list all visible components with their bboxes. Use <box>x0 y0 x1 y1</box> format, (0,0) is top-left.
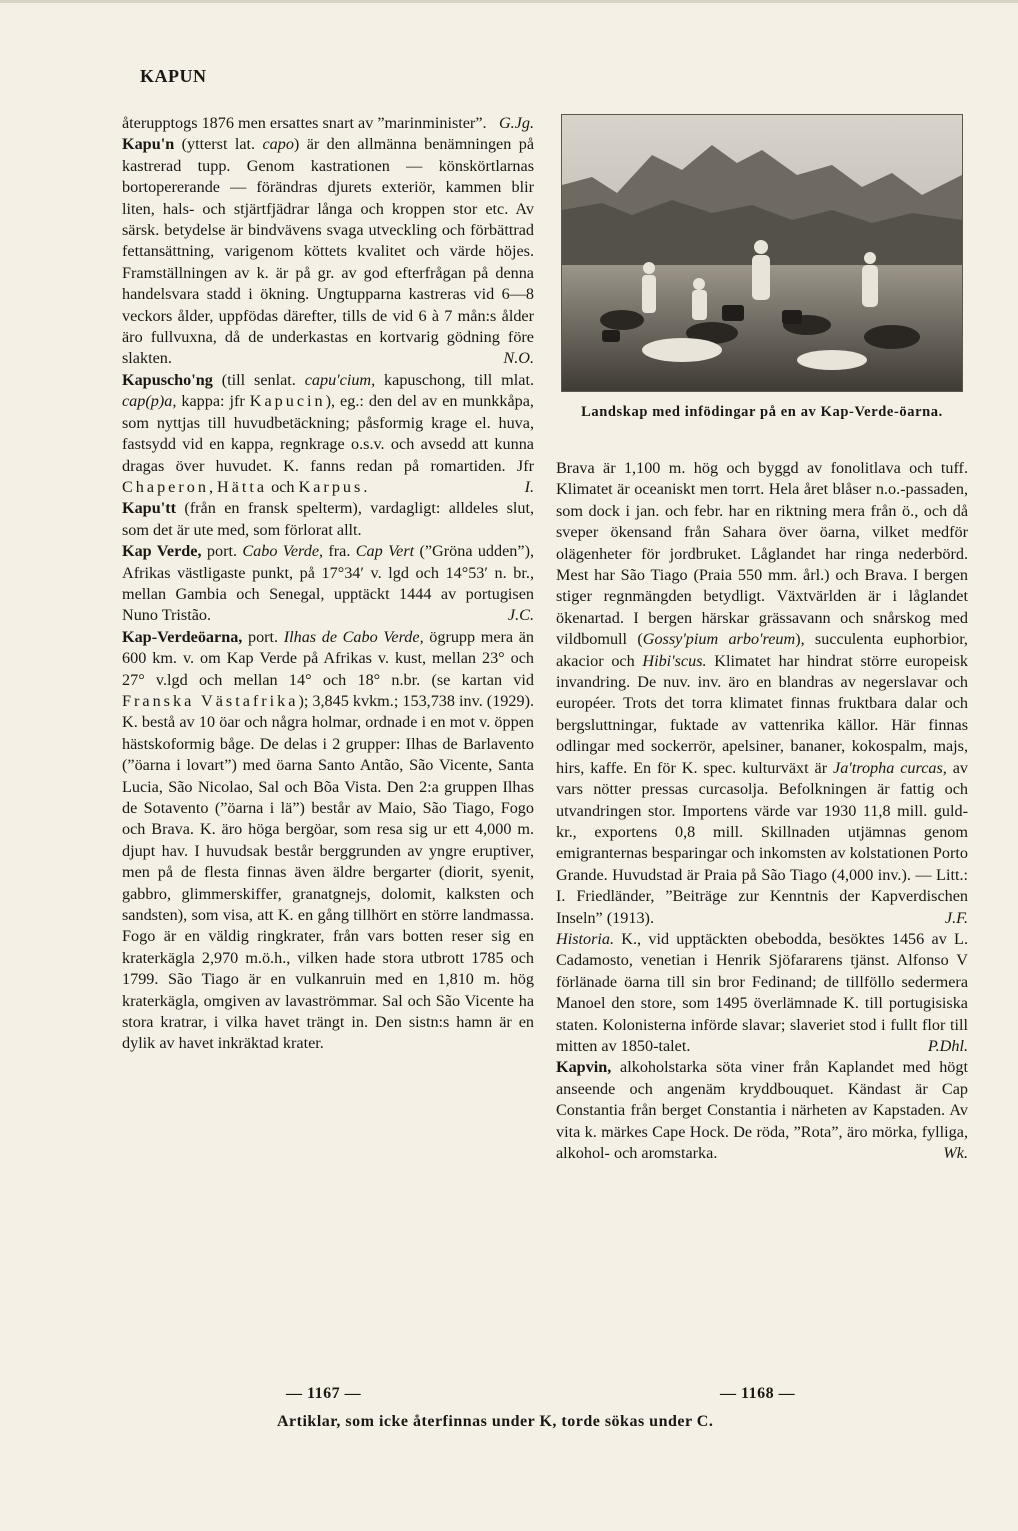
entry-italic: Cap Vert <box>355 542 415 561</box>
entry-headword: Kapuscho'ng <box>122 370 213 389</box>
entry-headword: Kap Verde, <box>122 542 202 561</box>
entry-kapuschong <box>122 370 534 498</box>
entry-text: återupptogs 1876 men ersattes snart av ”marinminister”. <box>122 114 487 132</box>
entry-text: K., vid upptäckten obebodda, besöktes 1456 av L. Cadamosto, venetian i Henrik Sjöfararens tjänst. Alfonso V förlänade öarna till sin bror Fedinand; de tillföllo sedermera Manoel den store, som 1495 överlämnade K. till portugisiska staten. Kolonisterna införde slavar; slaveriet stod i fullt flor till mitten av 1850-talet. <box>556 929 968 1055</box>
entry-text: av vars nötter pressas curcasolja. Befolkningen är fattig och utvandringen stor. Importens värde var 1930 11,8 mill. guld-kr., exportens 0,8 mill. Skillnaden utjämnas genom emigranternas besparingar och inkomsten av kolstationen Porto Grande. Huvudstad är Praia på São Tiago (4,000 inv.). — Litt.: I. Friedländer, ”Beiträge zur Kenntnis der Kapverdischen Inseln” (1913). <box>556 758 969 927</box>
entry-headword: Kapu'tt <box>122 499 176 518</box>
entry-italic: capo <box>262 135 294 154</box>
entry-text: ), succulenta euphorbior, akacior och <box>556 630 968 670</box>
page-top-edge <box>0 0 1018 3</box>
author-signature: J.F. <box>944 908 968 927</box>
entry-text: ) är den allmänna benämningen på kastrerad tupp. Genom kastrationen — könskörtlarnas bortopererande — förändras djurets exteriör, kammen blir liten, hals- och stjärtfjädrar långa och kroppen stor etc. Av särsk. betydelse är bindvävens svaga utveckling och förbättrad fettansättning, varigenom köttets kvalitet och värde höjes. Framställningen av k. är på gr. av god efterfrågan på denna handelsvara stadd i ökning. Ungtupparna kastreras vid 6—8 veckors ålder, uppfödas därefter, tills de vid 6 à 7 mån:s ålder äro fullvuxna, då de underkastas en kortvarig gödning före slakten. <box>122 135 535 368</box>
cross-reference: Kapucin <box>249 392 326 411</box>
landscape-photo <box>561 114 963 392</box>
cross-reference: Karpus <box>298 477 364 496</box>
author-signature: I. <box>524 477 534 496</box>
entry-text: kappa: jfr <box>176 392 250 411</box>
entry-text: kapuschong, till mlat. <box>375 370 534 389</box>
entry-italic: Cabo Verde, <box>242 542 324 561</box>
left-column <box>122 113 534 1055</box>
entry-italic: Hibi'scus. <box>642 651 707 670</box>
entry-kapun-end <box>122 113 534 134</box>
entry-kaputt <box>122 498 534 541</box>
entry-text: Klimatet har hindrat större europeisk invandring. De nuv. inv. äro en blandras av negerslavar och européer. Trots det torra klimatet finnas fruktbara dalar och bergsluttningar, fuktade av vattenrika källor. Här finnas odlingar med sockerrör, apelsiner, bananer, kokospalm, majs, hirs, kaffe. En för K. spec. kulturväxt är <box>556 651 968 777</box>
entry-text: ); 3,845 kvkm.; 153,738 inv. (1929). K. bestå av 10 öar och några holmar, ordnade i en mot v. öppen hästskoformig båge. De delas i 2 grupper: Ilhas de Barlavento (”öarna i lovart”) med öarna Santo Antão, São Vicente, Santa Lucia, São Nicolao, Sal och Bõa Vista. Den 2:a gruppen Ilhas de Sotavento (”öarna i lä”) består av Maio, São Tiago, Fogo och Brava. K. äro höga bergöar, som resa sig ur ett 4,000 m. djupt hav. I huvudsak består berggrunden av yngre eruptiver, men på de flesta finnas även äldre bergarter (diorit, syenit, gabbro, glimmerskiffer, granatgnejs, dolomit, kalksten och sandsten), som visa, att K. en gång tillhört en större landmassa. Fogo är en väldig ringkrater, från vars botten reser sig en kraterkägla 2,970 m.ö.h., vilken hade stora utbrott 1785 och 1799. São Tiago är en vulkanruin med en 1,810 m. hög kraterkägla, omgiven av lavaströmmar. Sal och São Vicente ha stora kratrar, i vilka havet trängt in. Den sistn:s hamn är en dylik av havet inkräktad krater. <box>122 691 535 1053</box>
footer-note: Artiklar, som icke återfinnas under K, torde sökas under C. <box>277 1413 714 1430</box>
entry-text: Brava är 1,100 m. hög och byggd av fonolitlava och tuff. Klimatet är oceaniskt men torrt. Hela året blåser n.o.-passaden, som dock i jan. och febr. har en riktning mera från ö., och då sveper ökensand från Sahara över öarna, vilket medför olägenheter för jordbruket. Låglandet har ringa nederbörd. Mest har São Tiago (Praia 550 mm. årl.) och Brava. I bergen stiger regnmängden betydligt. Växtvärlden är i låglandet ökenartad. I bergen härskar grässavann och snårskog med vildbomull ( <box>556 459 968 649</box>
entry-italic: Ja'tropha curcas, <box>833 758 947 777</box>
entry-headword: Kapvin, <box>556 1058 612 1077</box>
photo-caption: Landskap med infödingar på en av Kap-Verde-öarna. <box>581 404 943 420</box>
entry-kap-verdeoarna-cont <box>556 458 968 929</box>
entry-kapun <box>122 134 534 369</box>
section-heading: Historia. <box>556 929 615 948</box>
photo-illustration <box>562 115 962 391</box>
entry-text: (till senlat. <box>212 370 305 389</box>
entry-text: och <box>267 477 299 496</box>
cross-reference: Chaperon <box>122 477 209 496</box>
entry-text: fra. <box>323 542 356 561</box>
entry-headword: Kap-Verdeöarna, <box>122 627 243 646</box>
entry-kap-verdeoarna <box>122 627 534 1055</box>
cross-reference: Franska Västafrika <box>122 691 299 710</box>
entry-text: (från en fransk spelterm), vardagligt: alldeles slut, som det är ute med, som förlorat allt. <box>122 499 534 539</box>
entry-italic: cap(p)a, <box>122 392 177 411</box>
entry-headword: Kapu'n <box>122 135 175 154</box>
entry-text: . <box>363 477 368 496</box>
running-title: KAPUN <box>140 66 207 86</box>
entry-text: (”Gröna udden”), Afrikas västligaste punkt, på 17°34′ v. lgd och 14°53′ n. br., mellan Gambia och Senegal, upptäckt 1444 av portugisen Nuno Tristão. <box>122 542 535 625</box>
right-column <box>556 458 968 1164</box>
entry-text: ögrupp mera än 600 km. v. om Kap Verde på Afrikas v. kust, mellan 23° och 27° v.lgd och mellan 14° och 18° n.br. (se kartan vid <box>122 627 534 689</box>
entry-text: port. <box>201 542 243 561</box>
page-number-right: — 1168 — <box>720 1385 796 1402</box>
entry-text: port. <box>242 627 284 646</box>
entry-kap-verde <box>122 541 534 627</box>
cross-reference: Hätta <box>217 477 268 496</box>
entry-historia <box>556 929 968 1057</box>
entry-kapvin <box>556 1057 968 1164</box>
author-signature: N.O. <box>503 349 534 368</box>
author-signature: P.Dhl. <box>927 1036 968 1055</box>
author-signature: G.Jg. <box>498 114 534 132</box>
entry-italic: Gossy'pium arbo'reum <box>642 630 796 649</box>
page-number-left: — 1167 — <box>286 1385 362 1402</box>
author-signature: J.C. <box>507 606 534 625</box>
entry-italic: Ilhas de Cabo Verde, <box>283 627 424 646</box>
entry-text: alkoholstarka söta viner från Kaplandet med högt anseende och angenäm kryddbouquet. Kändast är Cap Constantia från berget Constantia i närheten av Kapstaden. Av vita k. märkes Cape Hock. De röda, ”Rota”, äro mörka, fylliga, alkohol- och aromstarka. <box>556 1058 968 1162</box>
entry-text: , <box>208 477 218 496</box>
entry-text: ), eg.: den del av en munkkåpa, som nyttjas till huvudbetäckning; påsformig krage el. huva, fastsydd vid en kappa, regnkrage o.s.v. och avsedd att kunna dragas över huvudet. K. fanns redan på romartiden. Jfr <box>122 392 534 475</box>
entry-text: (ytterst lat. <box>174 135 263 154</box>
author-signature: Wk. <box>943 1144 968 1162</box>
entry-italic: capu'cium, <box>304 370 376 389</box>
